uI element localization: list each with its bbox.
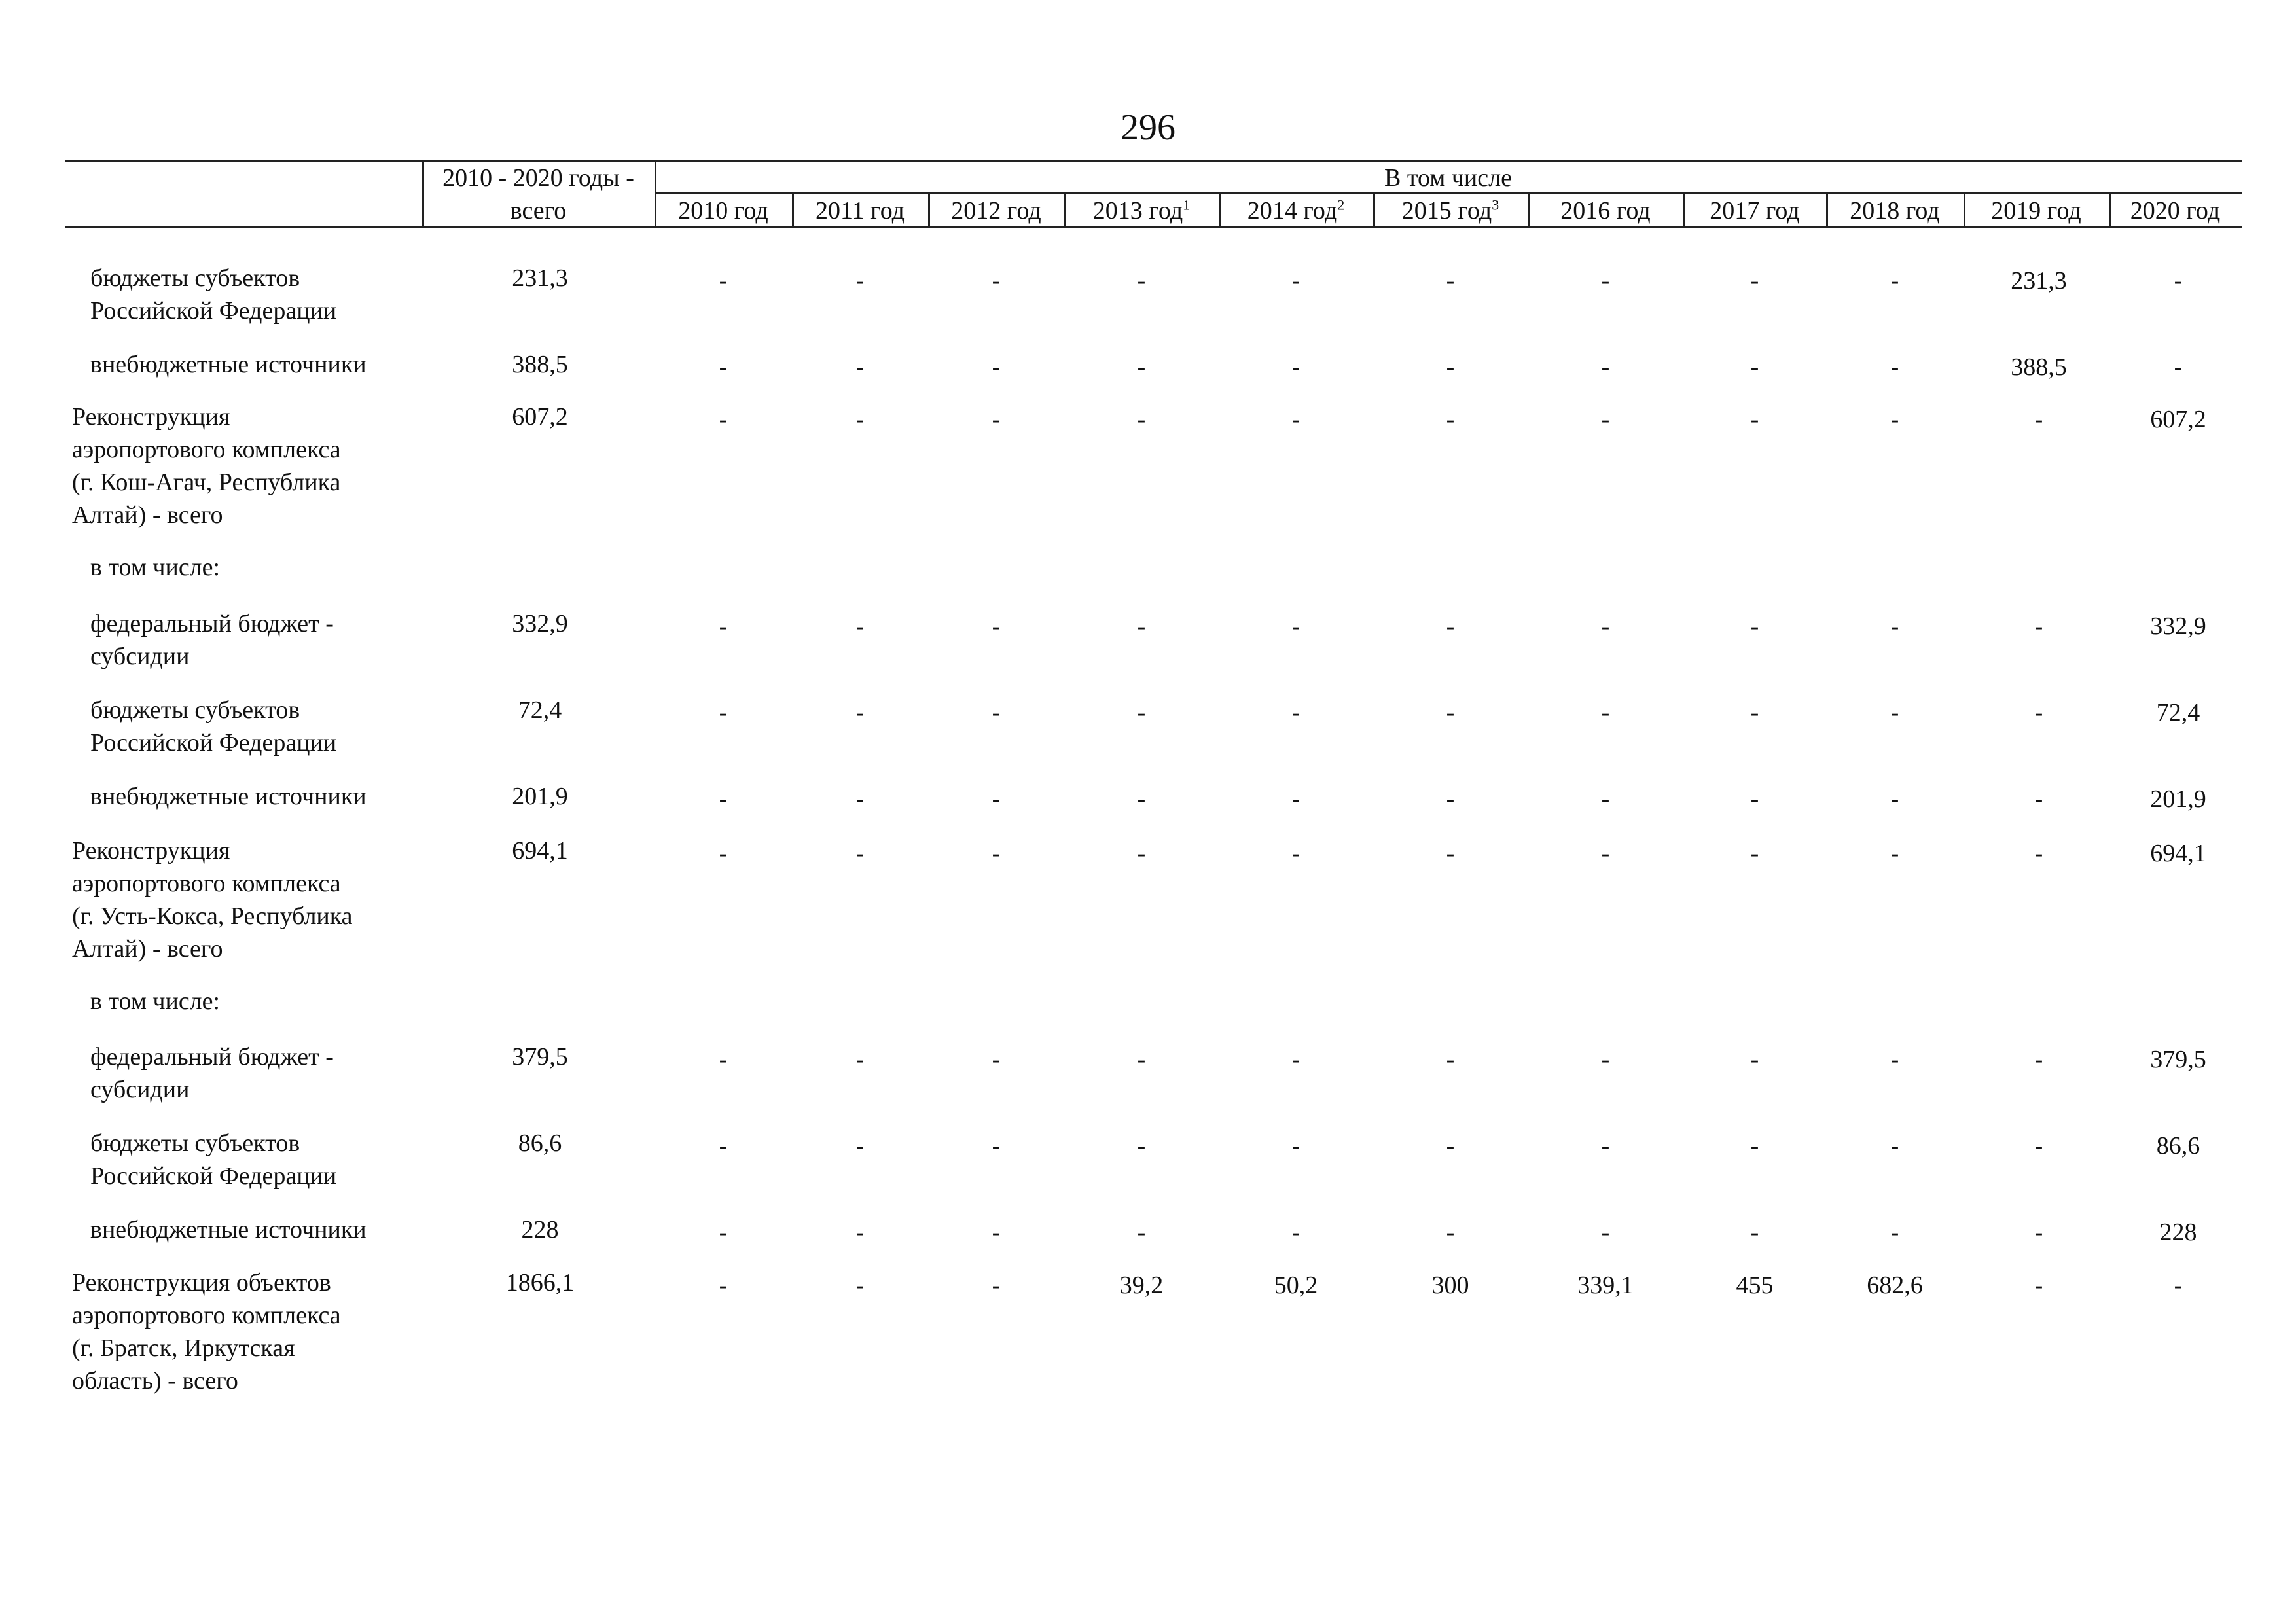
row-value-2018: - [1890, 406, 1899, 433]
row-value-2012: - [992, 840, 1001, 867]
row-value-2020: 86,6 [2156, 1132, 2200, 1160]
row-value-2020: 201,9 [2150, 785, 2206, 813]
row-value-2017: - [1750, 267, 1759, 294]
row-value-2013: - [1137, 1219, 1146, 1246]
row-value-2011: - [855, 613, 865, 640]
row-value-2020: 607,2 [2150, 406, 2206, 433]
row-total: 332,9 [512, 610, 568, 637]
row-label: в том числе: [90, 554, 221, 581]
row-value-2019: - [2034, 406, 2043, 433]
row-value-2019: - [2034, 613, 2043, 640]
row-value-2019: - [2034, 699, 2043, 726]
row-value-2016: - [1601, 406, 1610, 433]
row-value-2013: - [1137, 785, 1146, 813]
row-value-2012: - [992, 613, 1001, 640]
row-value-2016: - [1601, 1132, 1610, 1160]
header-year-2011: 2011 год [816, 197, 905, 224]
page-number: 296 [1121, 107, 1175, 148]
row-value-2017: - [1750, 353, 1759, 381]
row-value-2015: - [1446, 1046, 1455, 1073]
row-label: бюджеты субъектов Российской Федерации [90, 1130, 337, 1190]
row-value-2010: - [719, 840, 728, 867]
header-year-2012: 2012 год [951, 197, 1041, 224]
row-value-2019: 388,5 [2011, 353, 2067, 381]
row-value-2011: - [855, 267, 865, 294]
row-value-2015: - [1446, 267, 1455, 294]
row-value-2011: - [855, 699, 865, 726]
header-year-2014: 2014 год$^2$ [1247, 196, 1345, 224]
header-year-2019: 2019 год [1991, 197, 2081, 224]
row-value-2018: - [1890, 353, 1899, 381]
row-label: Реконструкция аэропортового комплекса (г. Кош-Агач, Республика Алтай) - всего [72, 403, 341, 529]
row-value-2018: 682,6 [1867, 1272, 1923, 1299]
row-value-2010: - [719, 1046, 728, 1073]
row-value-2011: - [855, 1272, 865, 1299]
row-value-2010: - [719, 699, 728, 726]
row-value-2017: - [1750, 785, 1759, 813]
row-value-2014: - [1291, 840, 1300, 867]
header-year-2018: 2018 год [1850, 197, 1940, 224]
footnote-marker: 3 [1492, 196, 1499, 213]
row-value-2015: - [1446, 613, 1455, 640]
footnote-marker: 2 [1337, 196, 1345, 213]
row-value-2017: - [1750, 1132, 1759, 1160]
row-value-2017: - [1750, 1219, 1759, 1246]
row-value-2012: - [992, 406, 1001, 433]
header-total-line2: всего [510, 197, 567, 224]
row-value-2014: - [1291, 353, 1300, 381]
row-total: 694,1 [512, 837, 568, 865]
row-value-2010: - [719, 353, 728, 381]
row-value-2015: - [1446, 840, 1455, 867]
row-value-2016: - [1601, 613, 1610, 640]
row-value-2013: - [1137, 1132, 1146, 1160]
row-value-2020: 379,5 [2150, 1046, 2206, 1073]
row-value-2013: - [1137, 840, 1146, 867]
row-value-2016: - [1601, 267, 1610, 294]
row-value-2013: - [1137, 267, 1146, 294]
row-value-2015: - [1446, 699, 1455, 726]
row-value-2017: - [1750, 406, 1759, 433]
row-value-2013: 39,2 [1119, 1272, 1164, 1299]
row-value-2015: - [1446, 1132, 1455, 1160]
row-value-2016: - [1601, 785, 1610, 813]
row-value-2012: - [992, 1132, 1001, 1160]
row-value-2019: - [2034, 1132, 2043, 1160]
row-value-2011: - [855, 1219, 865, 1246]
row-total: 228 [521, 1216, 559, 1243]
header-year-2020: 2020 год [2130, 197, 2221, 224]
row-value-2016: - [1601, 1219, 1610, 1246]
row-value-2013: - [1137, 613, 1146, 640]
row-value-2010: - [719, 613, 728, 640]
row-label: Реконструкция объектов аэропортового комплекса (г. Братск, Иркутская область) - всего [72, 1269, 341, 1395]
row-value-2016: - [1601, 840, 1610, 867]
row-value-2017: 455 [1736, 1272, 1774, 1299]
row-value-2020: - [2174, 1272, 2183, 1299]
row-value-2010: - [719, 406, 728, 433]
row-value-2011: - [855, 406, 865, 433]
row-label: бюджеты субъектов Российской Федерации [90, 696, 337, 757]
row-value-2012: - [992, 699, 1001, 726]
row-value-2015: - [1446, 406, 1455, 433]
header-year-2013: 2013 год$^1$ [1092, 196, 1191, 224]
row-value-2018: - [1890, 840, 1899, 867]
row-value-2019: - [2034, 1272, 2043, 1299]
row-value-2017: - [1750, 840, 1759, 867]
row-value-2014: - [1291, 267, 1300, 294]
row-value-2010: - [719, 1219, 728, 1246]
row-value-2016: - [1601, 699, 1610, 726]
row-value-2011: - [855, 1046, 865, 1073]
row-total: 201,9 [512, 783, 568, 810]
row-value-2019: 231,3 [2011, 267, 2067, 294]
row-value-2010: - [719, 1132, 728, 1160]
row-label: внебюджетные источники [90, 783, 367, 810]
row-value-2020: - [2174, 353, 2183, 381]
row-value-2016: - [1601, 1046, 1610, 1073]
row-value-2014: - [1291, 785, 1300, 813]
row-value-2012: - [992, 353, 1001, 381]
row-value-2014: - [1291, 699, 1300, 726]
row-value-2015: 300 [1431, 1272, 1469, 1299]
row-value-2015: - [1446, 1219, 1455, 1246]
row-label: федеральный бюджет - субсидии [90, 1043, 334, 1103]
row-label: внебюджетные источники [90, 351, 367, 378]
header-bottom-rule [65, 226, 2242, 228]
row-value-2010: - [719, 785, 728, 813]
row-value-2014: - [1291, 1046, 1300, 1073]
row-value-2016: 339,1 [1577, 1272, 1634, 1299]
row-value-2013: - [1137, 1046, 1146, 1073]
row-value-2018: - [1890, 1132, 1899, 1160]
row-value-2017: - [1750, 1046, 1759, 1073]
row-value-2011: - [855, 353, 865, 381]
row-value-2016: - [1601, 353, 1610, 381]
row-total: 72,4 [518, 696, 562, 724]
row-value-2012: - [992, 267, 1001, 294]
row-value-2018: - [1890, 267, 1899, 294]
row-value-2014: - [1291, 1132, 1300, 1160]
row-value-2015: - [1446, 353, 1455, 381]
row-value-2014: - [1291, 1219, 1300, 1246]
row-value-2020: 694,1 [2150, 840, 2206, 867]
row-value-2011: - [855, 785, 865, 813]
header-group-title: В том числе [1384, 164, 1512, 192]
row-value-2012: - [992, 785, 1001, 813]
row-value-2018: - [1890, 699, 1899, 726]
row-total: 607,2 [512, 403, 568, 431]
row-value-2018: - [1890, 785, 1899, 813]
row-value-2013: - [1137, 353, 1146, 381]
header-year-2017: 2017 год [1710, 197, 1800, 224]
row-total: 1866,1 [505, 1269, 575, 1296]
row-value-2013: - [1137, 699, 1146, 726]
header-total-line1: 2010 - 2020 годы - [442, 164, 634, 192]
row-total: 231,3 [512, 264, 568, 292]
row-value-2010: - [719, 1272, 728, 1299]
row-value-2017: - [1750, 613, 1759, 640]
row-total: 388,5 [512, 351, 568, 378]
row-value-2020: 72,4 [2156, 699, 2200, 726]
row-total: 86,6 [518, 1130, 562, 1157]
header-year-2010: 2010 год [678, 197, 768, 224]
row-value-2013: - [1137, 406, 1146, 433]
header-top-rule [65, 160, 2242, 162]
row-value-2014: - [1291, 613, 1300, 640]
row-value-2010: - [719, 267, 728, 294]
row-value-2011: - [855, 1132, 865, 1160]
row-value-2019: - [2034, 840, 2043, 867]
row-value-2012: - [992, 1272, 1001, 1299]
footnote-marker: 1 [1183, 196, 1191, 213]
header-year-2015: 2015 год$^3$ [1401, 196, 1499, 224]
row-value-2020: 228 [2159, 1219, 2197, 1246]
row-value-2019: - [2034, 785, 2043, 813]
row-value-2019: - [2034, 1219, 2043, 1246]
row-value-2018: - [1890, 613, 1899, 640]
row-total: 379,5 [512, 1043, 568, 1071]
row-value-2011: - [855, 840, 865, 867]
row-value-2018: - [1890, 1219, 1899, 1246]
row-label: внебюджетные источники [90, 1216, 367, 1243]
row-value-2019: - [2034, 1046, 2043, 1073]
row-value-2012: - [992, 1046, 1001, 1073]
row-label: федеральный бюджет - субсидии [90, 610, 334, 670]
row-value-2020: 332,9 [2150, 613, 2206, 640]
row-value-2018: - [1890, 1046, 1899, 1073]
row-value-2020: - [2174, 267, 2183, 294]
row-label: Реконструкция аэропортового комплекса (г. Усть-Кокса, Республика Алтай) - всего [72, 837, 353, 963]
row-value-2015: - [1446, 785, 1455, 813]
row-label: в том числе: [90, 988, 221, 1015]
header-year-2016: 2016 год [1560, 197, 1651, 224]
row-value-2017: - [1750, 699, 1759, 726]
row-label: бюджеты субъектов Российской Федерации [90, 264, 337, 325]
row-value-2014: - [1291, 406, 1300, 433]
row-value-2014: 50,2 [1274, 1272, 1318, 1299]
row-value-2012: - [992, 1219, 1001, 1246]
